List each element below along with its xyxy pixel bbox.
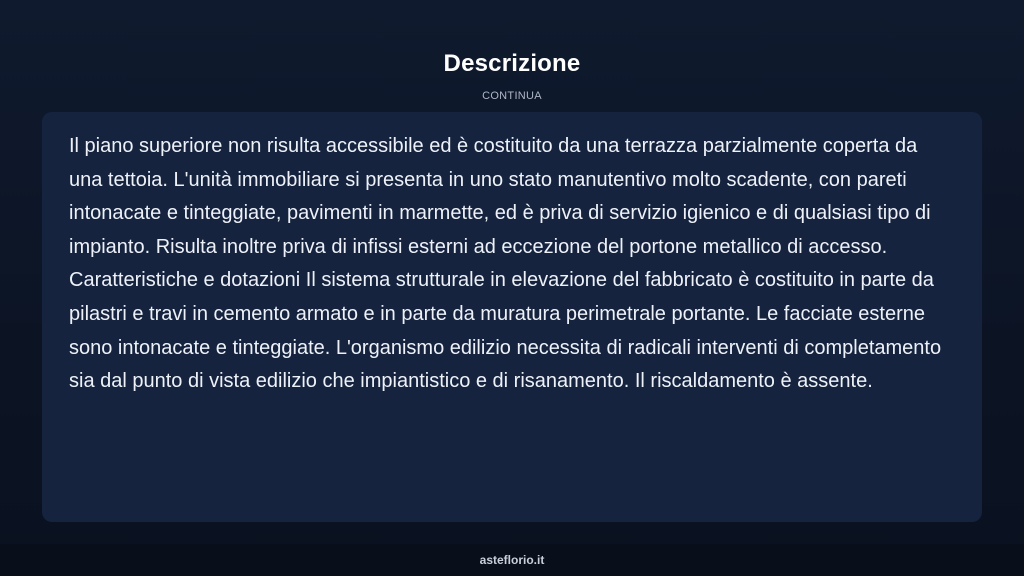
site-name: asteflorio.it xyxy=(479,553,545,567)
description-card xyxy=(42,112,982,522)
footer-bar xyxy=(0,544,1024,576)
continued-label: CONTINUA xyxy=(482,90,542,102)
page-title: Descrizione xyxy=(443,50,581,77)
description-text: Il piano superiore non risulta accessibile ed è costituito da una terrazza parzialmente coperta da una tettoia. L'unità immobiliare si presenta in uno stato manutentivo molto scadente, con pareti intonacate e tinteggiate, pavimenti in marmette, ed è priva di servizio igienico e di qualsiasi tipo di impianto. Risulta inoltre priva di infissi esterni ad eccezione del portone metallico di accesso. Caratteristiche e dotazioni Il sistema strutturale in elevazione del fabbricato è costituito in parte da pilastri e travi in cemento armato e in parte da muratura perimetrale portante. Le facciate esterne sono intonacate e tinteggiate. L'organismo edilizio necessita di radicali interventi di completamento sia dal punto di vista edilizio che impiantistico e di risanamento. Il riscaldamento è assente. xyxy=(69,135,942,393)
